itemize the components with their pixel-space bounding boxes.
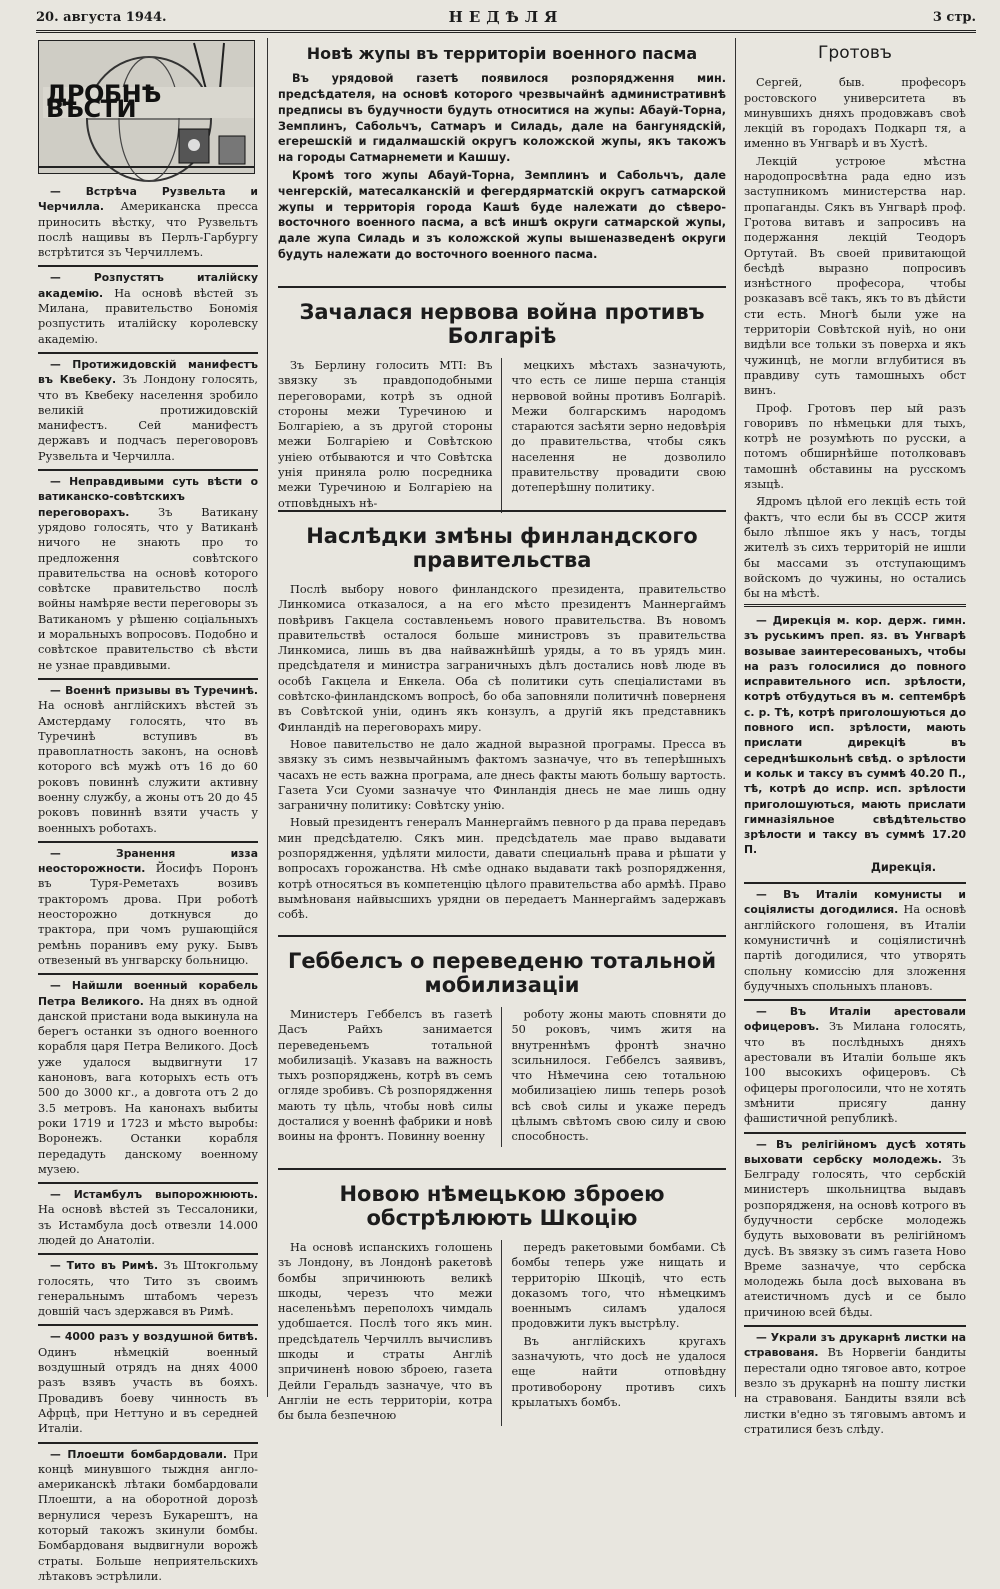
news-item: — Неправдивыми суть вѣсти о ватиканско-совѣтскихъ переговорахъ. Зъ Ватикану урядово голосять, что у Ватиканѣ ничого не знають про то предложення совѣтского правительства на основѣ которого совѣтске правительство послѣ войны намѣряе вести переговоры зъ Ватиканомъ у рѣшеню соціальныхъ и моральныхъ вопросовъ. Подобно и совѣтское правительство сѣ вѣсти не узнае правдивыми. <box>38 474 258 680</box>
right-column <box>744 40 967 1436</box>
article-title: Наслѣдки змѣны финландского правительства <box>306 524 698 572</box>
issue-date: 20. августа 1944. <box>36 10 167 25</box>
news-item: — Украли зъ друкарнѣ листки на стравованя. Въ Норвегіи бандиты перестали одно тяговое авто, котрое везло зъ друкарнѣ на пошту листки на стравованя. Бандиты взяли всѣ листки в'едно зъ тяговымъ автомъ и стратилися безъ слѣду. <box>744 1331 966 1436</box>
news-item: — Военнѣ призывы въ Туречинѣ. На основѣ англійскихъ вѣстей зъ Амстердаму голосять, что въ Туречинѣ вступивъ въ правоплатность законъ, на основѣ которого всѣ мужѣ отъ 16 до 60 роковъ повиннѣ служити активну военну службу, а жоны отъ 20 до 45 роковъ повиннѣ взяти участь у военныхъ роботахъ. <box>38 683 258 843</box>
section-logo <box>38 40 255 174</box>
news-item: — Протижидовскій манифестъ въ Квебеку. Зъ Лондону голосять, что въ Квебеку населення зробило великій протижидовскій манифестъ. Сей манифестъ державъ и подчасъ переговоровъ Рузвельта и Черчилла. <box>38 357 258 471</box>
article-goebbels <box>278 935 726 1199</box>
article-title: Зачалася нервова война противъ Болгаріѣ <box>299 300 705 348</box>
masthead <box>36 6 976 28</box>
school-notice: — Дирекція м. кор. держ. гимн. зъ руськимъ преп. яз. въ Унгварѣ возывае заинтересованыхъ, чтобы на разъ голосилися до повного исправительного исп. зрѣлости, котрѣ отбудуться въ м. септембрѣ с. р. Тѣ, котрѣ приголошуються до повного исп. зрѣлости, мають прислати дирекціѣ въ середнѣшкольнѣ свѣд. о зрѣлости и кольк и таксу въ суммѣ 40.20 П., тѣ, котрѣ до испр. исп. зрѣлости приголошуються, мають прислати гимназіяльное свѣдѣтельство зрѣлости и таксу въ суммѣ 17.20 П. Дирекція. <box>744 613 966 884</box>
center-column <box>278 40 726 1423</box>
news-item: — Въ Италіи арестовали офицеровъ. Зъ Милана голосять, что въ послѣдныхъ дняхъ арестовали въ Италіи больше якъ 100 высокихъ офицеровъ. Сѣ офицеры проголосили, что не хотять змѣнити присягу данну фашистичной републикѣ. <box>744 1004 966 1133</box>
article-title: Гротовъ <box>818 43 892 63</box>
article-finland <box>278 510 726 954</box>
news-item: — Встрѣча Рузвельта и Черчилла. Американска пресса приносить вѣстку, что Рузвельтъ послѣ нащивы въ Перлъ-Гарбургу встрѣтится зъ Черчиллемъ. <box>38 184 258 267</box>
news-item: — 4000 разъ у воздушной битвѣ. Одинъ нѣмецкій военный воздушный отрядъ на днях 4000 разъ взявъ участь въ бояхъ. Провадивъ боеву чинность въ Афрцѣ, при Неттуно и въ середней Италіи. <box>38 1329 258 1443</box>
article-title: Геббелсъ о переведеню тотальной мобилизаціи <box>287 949 717 997</box>
news-item: — Розпустятъ италійску академію. На основѣ вѣстей зъ Милана, правительство Бономія розпустить италійску королевску академію. <box>38 270 258 353</box>
news-item: — Найшли военный корабель Петра Великого. На днях въ одной данской пристани вода выкинула на берегъ останки зъ одного военного корабля царя Петра Великого. Досѣ уже удалося выдвигнути 17 каноновъ, вага которыхъ есть отъ 500 до 3000 кг., а довгота отъ 2 до 3.5 метровъ. На канонахъ выбиты роки 1719 и 1723 и мѣсто выробы: Воронежъ. Останки корабля передадуть данскому военному музею. <box>38 978 258 1184</box>
article-body: Министеръ Геббелсъ въ газетѣ Дасъ Райхъ занимается переведеньемъ тотальной мобилизаціѣ. Указавъ на важность тыхъ розпоряджень, котрѣ въ семъ огляде зробивъ. Сѣ розпорядження мають ту цѣль, чтобы новѣ силы досталися у военнѣ фабрики и новѣ воины на фронтъ. Повинну военну роботу жоны мають сповняти до 50 роковъ, чимъ житя на внутреннѣмъ фронтѣ значно зсильнилося. Геббелсъ заявивъ, что Нѣмечина сею тотальною мобилизаціею лишь теперь розоѣ всѣ своѣ силы и укаже передъ цѣлымъ свѣтомъ свою силу и свою способность. <box>278 1007 726 1147</box>
newspaper-name: НЕДѢЛЯ <box>448 8 564 26</box>
column-divider <box>267 38 268 1397</box>
notice-signature: Дирекція. <box>870 860 936 874</box>
news-item: — Зранення изза неосторожности. Йосифъ Поронъ въ Туря-Реметахъ возивъ тракторомъ дрова. При роботѣ неосторожно доткнувся до трактора, при чомъ рушающійся ремѣнь поранивъ ему руку. Бывъ отвезеный въ унгварску больницю. <box>38 846 258 975</box>
article-new-counties <box>278 40 726 285</box>
news-item: — Въ Италіи комунисты и соціялисты догодилися. На основѣ англійского голошеня, въ Италіи комунистичнѣ и соціялистичнѣ партіѣ догодилися, что утворять спольну комиссію для зложення будучныхъ спольныхъ плановъ. <box>744 887 966 1001</box>
article-body: На основѣ испанскихъ голошень зъ Лондону, въ Лондонѣ ракетовѣ бомбы зпричинюють великѣ шкоды, черезъ что межи населеньѣмъ переполохъ чимдаль удобшается. Послѣ того якъ мин. предсѣдатель Черчиллъ вычисливъ шкоды и страты Англіѣ зпричиненѣ новою зброею, газета Дейли Геральдъ зазначуе, что въ Англіи не есть территоріи, котра бы была безпечною передъ ракетовыми бомбами. Сѣ бомбы теперь уже нищать и территорію Шкоціѣ, что есть доказомъ того, что нѣмецкимъ военнымъ силамъ удалося продовжити лукъ выстрѣлу. Въ англійскихъ кругахъ зазначують, что досѣ не удалося еще найти отповѣдну противоборону противъ сихъ крылатыхъ бомбъ. <box>278 1240 726 1426</box>
left-column <box>38 40 259 1583</box>
news-item: — Плоешти бомбардовали. При концѣ минувшого тыждня англо-американскѣ лѣтаки бомбардовали Плоешти, а на оборотной дорозѣ вернулися черезъ Букарештъ, на который такожъ зкинули бомбы. Бомбардованя выдвигнули ворожѣ страты. Больше неприятельскихъ лѣтаковъ эстрѣлили. <box>38 1447 258 1583</box>
top-rule <box>36 30 976 33</box>
news-item: — Тито въ Римѣ. Зъ Штокгольму голосять, что Тито зъ своимъ генеральнымъ штабомъ черезъ довшій часъ здержався въ Римѣ. <box>38 1258 258 1326</box>
article-scotland <box>278 1168 726 1423</box>
page-number: 3 стр. <box>932 10 976 25</box>
article-bulgaria <box>278 286 726 546</box>
article-title: Новою нѣмецькою зброею обстрѣлюють Шкоцію <box>339 1182 665 1230</box>
article-body: Послѣ выбору нового финландского президента, правительство Линкомиса отказалося, а на его мѣсто президентъ Маннергаймъ повѣривъ Гакцела составленьемъ нового правительства. Въ новомъ правительствѣ осталося больше министровъ зъ правительства Линкомиса, лишь въ два найважнѣйшѣ уряды, а то въ урядъ мин. предсѣдателя и министра заграничныхъ дѣлъ достались новѣ люде въ особѣ Гакцела и Енкела. Оба сѣ политики суть спеціалистами въ совѣтско-финландскомъ вопросѣ, бо оба заповняли политичнѣ поверненя въ Совѣтской уніи, одинъ якъ конзулъ, а другій якъ представникъ Финландіѣ на переговорахъ миру. Новое павительство не дало жадной выразной програмы. Пресса въ звязку зъ симъ незвычайнымъ фактомъ зазначуе, что въ теперѣшныхъ часахъ не есть важна програма, але днесь факты мають большу вартость. Газета Уси Суоми зазначуе что Финландія днесь не мае лишь одну заграничну политику: Совѣтску унію. Новый президентъ генералъ Маннергаймъ певного р да права передавъ мин предсѣдателю. Сякъ мин. предсѣдатель мае право выдавати розпорядження, удѣляти милости, давати специальнѣ права и рѣшати у вопросахъ горожанства. Нѣ смѣе однако выдавати такѣ розпорядження, котрѣ относяться въ компетенцію цѣлого правительства або армѣѣ. Право вымѣнованя найвысшихъ урядни ов передаетъ Маннергаймъ задержавъ собѣ. <box>278 583 726 922</box>
news-list <box>38 184 258 1589</box>
logo-title: ДРОБНѢ ВѢСТИ <box>43 87 254 118</box>
news-item: — Въ релігійномъ дусѣ хотять выховати сербску молодежь. Зъ Белграду голосять, что сербскій министеръ школьництва выдавъ розпорядженя, на основѣ котрого въ будучности сербске молодежь будуть выхововати въ релігійномъ дусѣ. Въ звязку зъ симъ газета Ново Време зазначуе, что сербска молодежь была досѣ выхована въ атеистичномъ дусѣ и се было причиною всей бѣды. <box>744 1137 966 1328</box>
article-title: Новѣ жупы въ территоріи военного пасма <box>306 44 698 63</box>
article-body: Въ урядовой газетѣ появилося розпорядження мин. предсѣдателя, на основѣ которого чрезвычайнѣ административнѣ предписы въ будучности будуть относитися на жупы: Абауй-Торна, Земплинъ, Сабольчъ, Сатмаръ и Силадь, дале на бангунядскій, егерешскій и гидалмашскій округъ коложской жупы, якъ такожъ на городы Сатмарнемети и Кашшу. Кромѣ того жупы Абауй-Торна, Земплинъ и Сабольчъ, дале ченгерскій, матесалканскій и фегердярматскій округъ сатмарской жупы и территорія города Кашѣ буде належати до сѣверо-восточного военного пасма, а всѣ иншѣ округи сатмарской жупы, дале жупа Силадь и зъ коложской жупы вышеназведенѣ округи будуть належати до восточного военного пасма. <box>278 72 726 262</box>
article-grotov: Гротовъ Сергей, быв. професоръ ростовского университета въ минувшихъ дняхъ продовжавъ своѣ лекцій въ городахъ Подкарп тя, а именно въ Унгварѣ и въ Хустѣ. Лекцій устроюе мѣстна народопросвѣтна рада едно изъ заступникомъ министерства нар. пропаганды. Сякъ въ Унгварѣ проф. Гротова витавъ и запросивъ на подержання лекцій Теодоръ Ортутай. Въ своей привитающой бесѣдѣ выразно попросивъ изнѣстного професора, чтобы розказавъ всё такъ, якъ то въ дѣйсти сти есть. Многѣ были уже на территоріи Совѣтской нуіѣ, но они видѣли все тольки зъ поверха и якъ чужинцѣ, не могли вглубитися въ правдиву суть тамошныхъ обст винъ. Проф. Гротовъ пер ый разъ говоривъ по нѣмецьки для тыхъ, котрѣ не розумѣють по русски, а потомъ обширнѣйше потолковавъ тамошнѣ обставины на русскомъ языцѣ. Ядромъ цѣлой его лекціѣ есть той фактъ, что если бы въ СССР житя было лѣпшое якъ у насъ, тогды жителѣ зъ сихъ территорій не ишли бы массами зъ отступающимъ войскомъ до чужины, но остались бы на мѣстѣ. <box>744 46 966 607</box>
article-body: Зъ Берлину голосить МТІ: Въ звязку зъ правдоподобными переговорами, котрѣ зъ одной стороны межи Туречиною и Болгаріею, а зъ другой стороны межи Болгаріею и Совѣтскою уніею отбываются и что Совѣтска унія приняла ролю посредника межи Туречиною и Болгаріею на отповѣдныхъ нѣ- мецкихъ мѣстахъ зазначують, что есть се лише перша станція нервовой войны противъ Болгаріѣ. Межи болгарскимъ народомъ стараются засѣяти зерно недовѣрія до правительства, чтобы сякъ населення не дозволило правительству провадити свою дотеперѣшну политику. <box>278 358 726 513</box>
column-divider <box>735 38 736 1397</box>
news-item: — Истамбулъ выпорожнюють. На основѣ вѣстей зъ Тессалоники, зъ Истамбула досѣ отвезли 14.000 людей до Анатоліи. <box>38 1187 258 1255</box>
